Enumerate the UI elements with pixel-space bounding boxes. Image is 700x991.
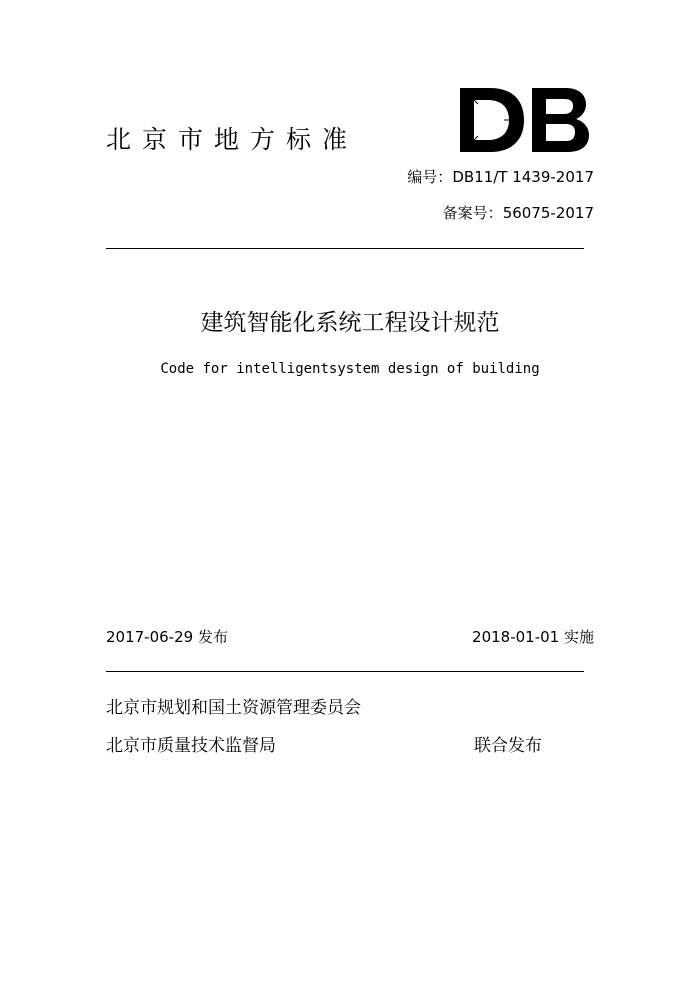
bottom-divider <box>106 671 584 672</box>
record-number-label: 备案号： <box>442 204 503 222</box>
record-number-value: 56075-2017 <box>502 204 594 222</box>
document-title: 建筑智能化系统工程设计规范 <box>200 310 500 336</box>
standard-category: 北京市地方标准 <box>106 125 359 154</box>
document-subtitle-english: Code for intelligentsystem design of building <box>160 361 540 377</box>
standard-code-label: 编号： <box>407 168 453 186</box>
standard-code <box>407 166 594 188</box>
issuer-quality-bureau: 北京市质量技术监督局 <box>106 736 276 756</box>
record-number <box>443 202 594 224</box>
standard-code-value: DB11/T 1439-2017 <box>452 168 594 186</box>
issue-date: 2017-06-29 发布 <box>106 628 228 646</box>
issuer-planning-commission: 北京市规划和国土资源管理委员会 <box>106 698 361 718</box>
db-logo <box>456 86 592 154</box>
implementation-date: 2018-01-01 实施 <box>472 628 594 646</box>
joint-release-label: 联合发布 <box>474 736 542 756</box>
top-divider <box>106 248 584 249</box>
